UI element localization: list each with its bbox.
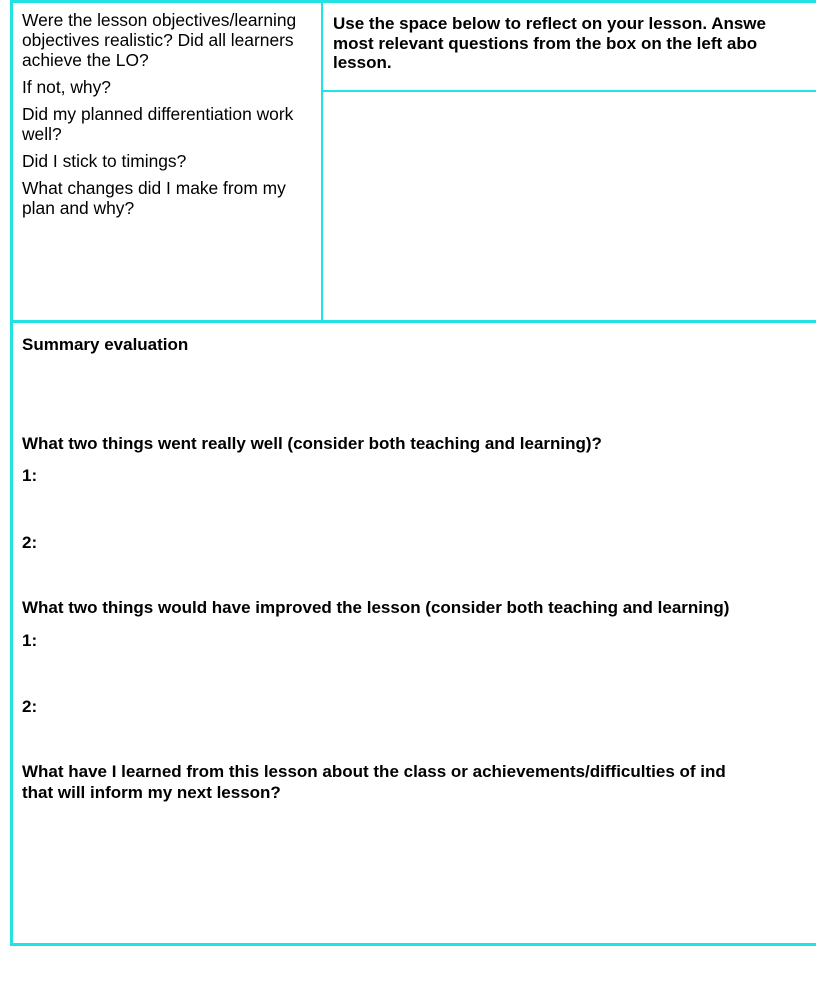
question-differentiation: Did my planned differentiation work well? bbox=[22, 104, 294, 144]
question-timings: Did I stick to timings? bbox=[22, 151, 187, 171]
learned-question-line-2: that will inform my next lesson? bbox=[22, 783, 281, 802]
went-well-question: What two things went really well (consider both teaching and learning)? bbox=[22, 434, 602, 453]
improve-question: What two things would have improved the lesson (consider both teaching and learning) bbox=[22, 598, 730, 617]
summary-heading: Summary evaluation bbox=[22, 335, 189, 354]
went-well-item-2: 2: bbox=[22, 533, 38, 552]
improve-item-2: 2: bbox=[22, 697, 38, 716]
reflection-instruction bbox=[333, 14, 816, 73]
column-divider bbox=[321, 0, 323, 322]
question-changes: What changes did I make from my plan and why? bbox=[22, 178, 286, 218]
reflection-questions bbox=[22, 10, 317, 225]
instruction-line-3: lesson. bbox=[333, 53, 392, 72]
question-if-not: If not, why? bbox=[22, 77, 111, 97]
instruction-line-1: Use the space below to reflect on your lesson. Answe bbox=[333, 14, 766, 33]
went-well-item-1: 1: bbox=[22, 466, 38, 485]
section-divider bbox=[10, 320, 816, 323]
instruction-line-2: most relevant questions from the box on the left abo bbox=[333, 33, 758, 53]
improve-item-1: 1: bbox=[22, 631, 38, 650]
instruction-divider bbox=[323, 90, 816, 92]
question-objectives: Were the lesson objectives/learning objectives realistic? Did all learners achieve the LO? bbox=[22, 10, 297, 70]
learned-question-line-1: What have I learned from this lesson about the class or achievements/difficulties of ind bbox=[22, 762, 726, 781]
